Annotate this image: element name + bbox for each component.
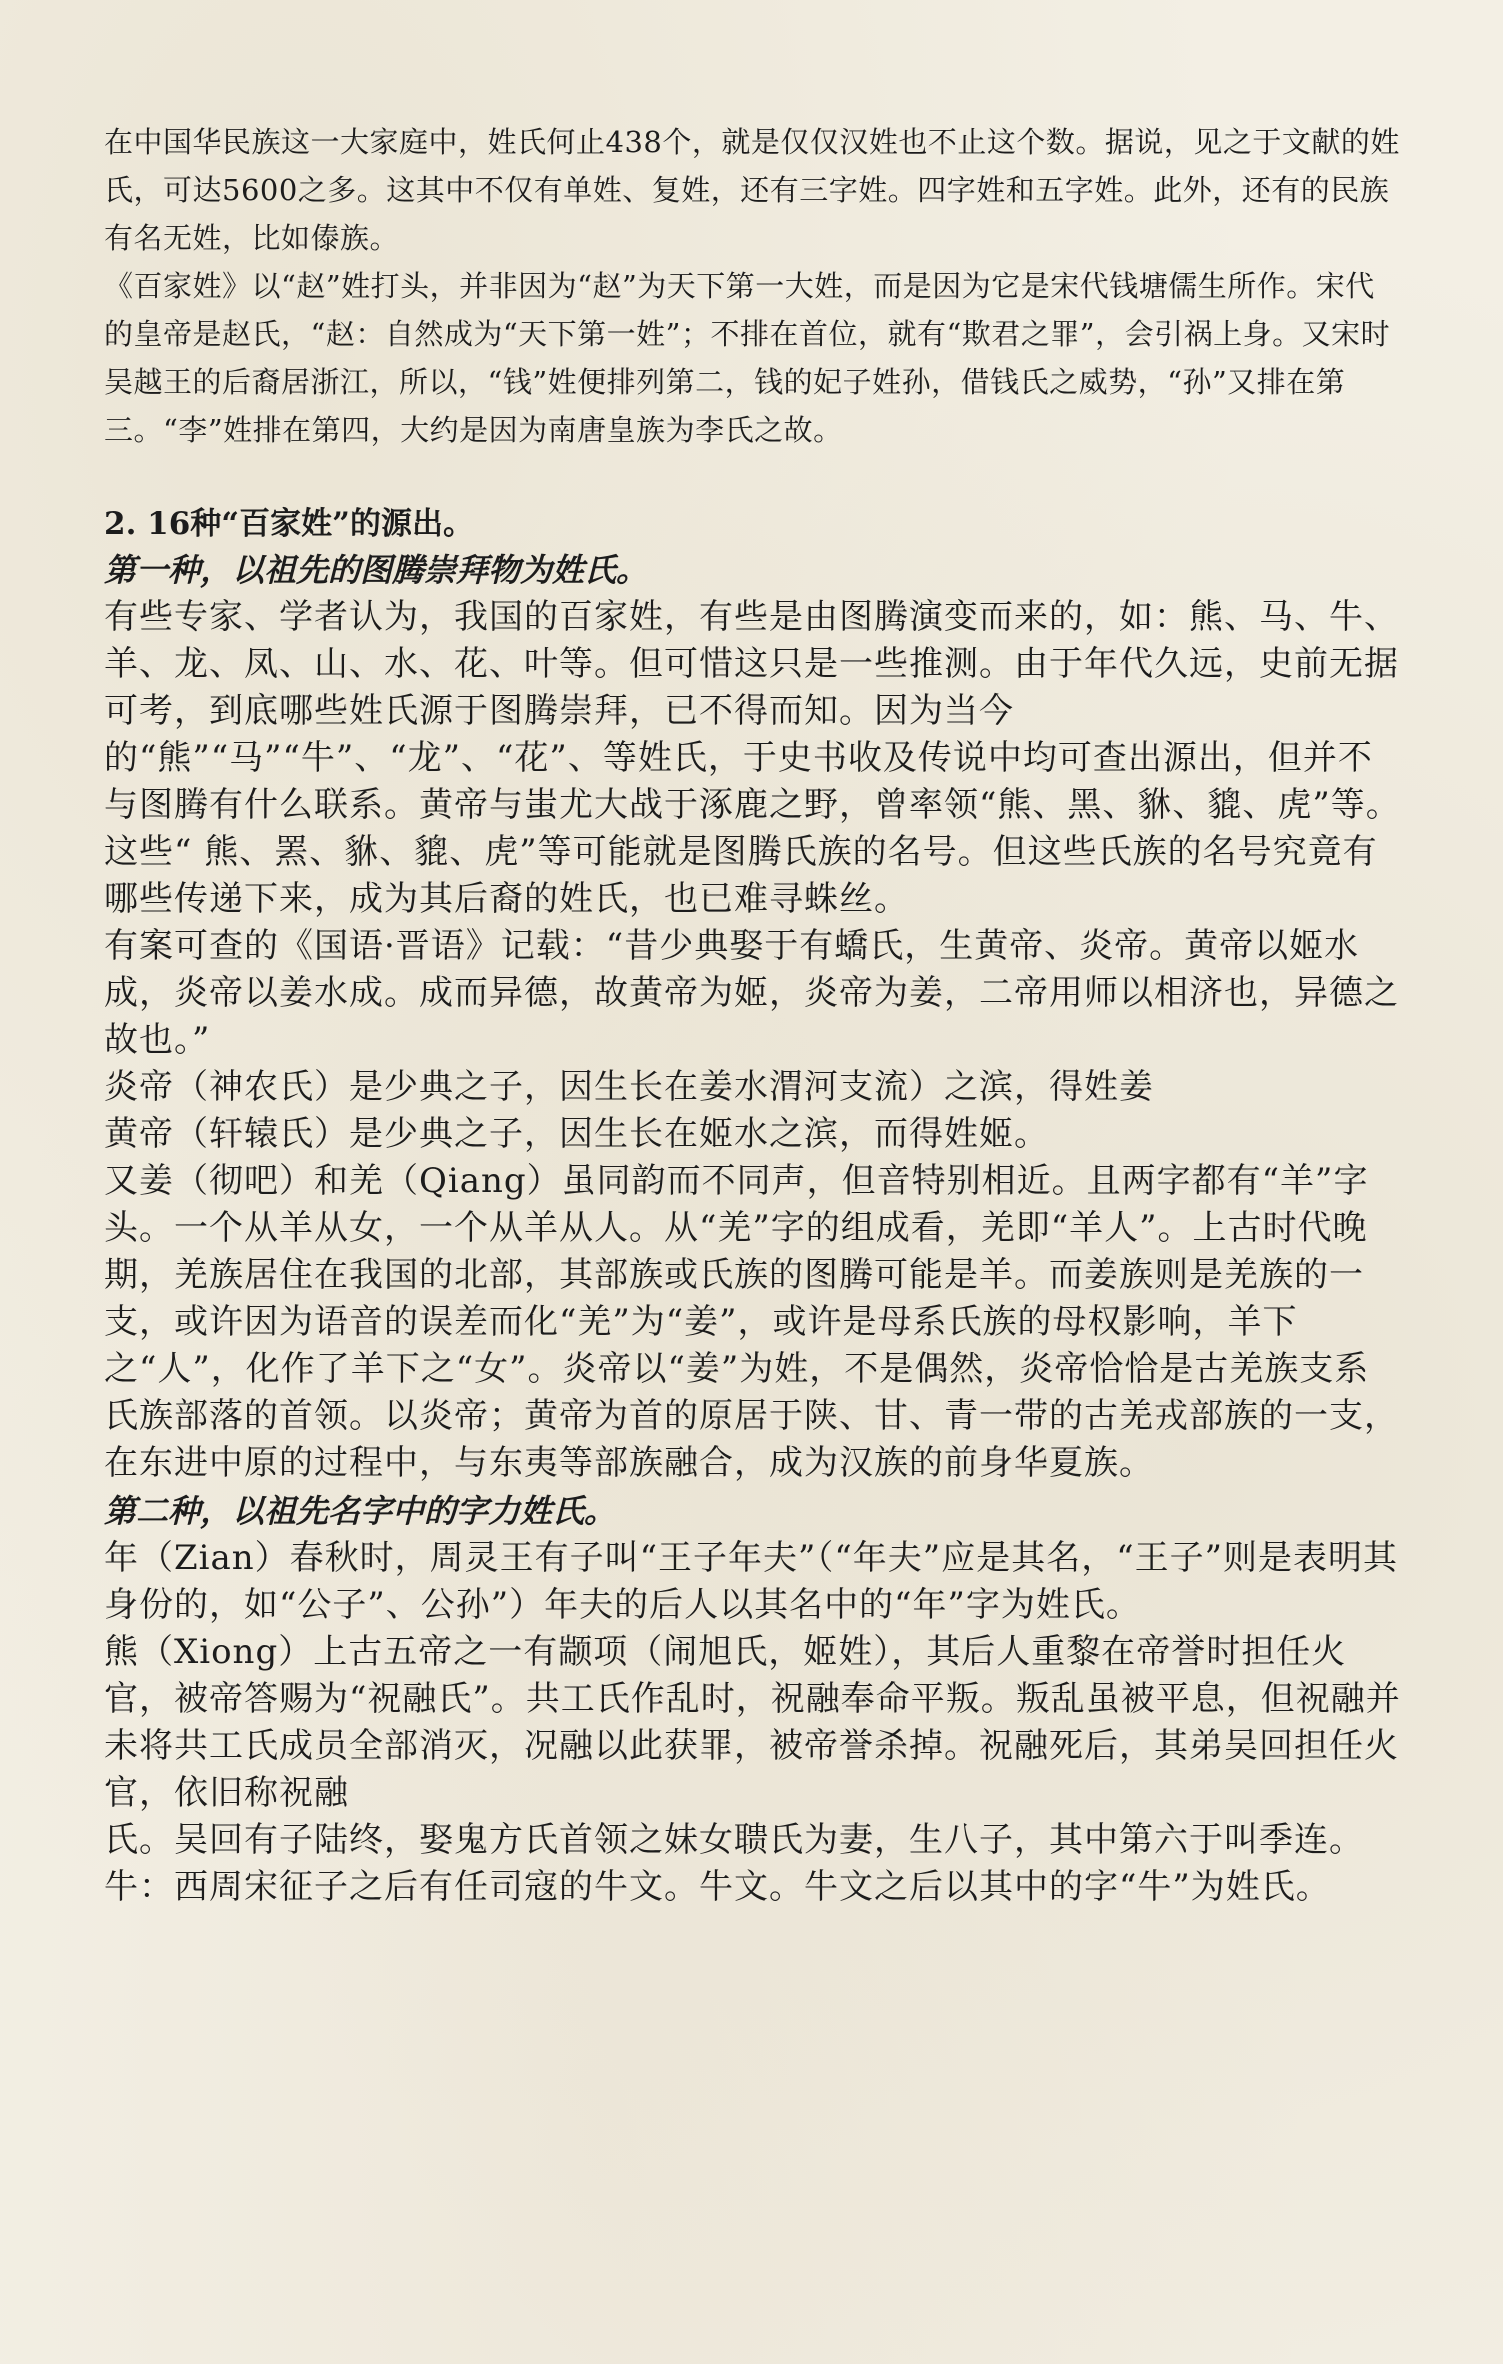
body-paragraph: 炎帝（神农氏）是少典之子，因生长在姜水渭河支流）之滨，得姓姜	[104, 1067, 1154, 1107]
main-section	[104, 502, 1404, 1911]
intro-paragraph: 《百家姓》以“赵”姓打头，并非因为“赵”为天下第一大姓，而是因为它是宋代钱塘儒生所作。宋代的皇帝是赵氏，“赵：自然成为“天下第一姓”；不排在首位，就有“欺君之罪”，会引祸上身。又宋时吴越王的后裔居浙江，所以，“钱”姓便排列第二，钱的妃子姓孙，借钱氏之威势，“孙”又排在第三。“李”姓排在第四，大约是因为南唐皇族为李氏之故。	[104, 269, 1391, 447]
section-title: 2. 16种“百家姓”的源出。	[104, 506, 474, 542]
spacer	[104, 454, 1404, 502]
body-paragraph: 有些专家、学者认为，我国的百家姓，有些是由图腾演变而来的，如：熊、马、牛、羊、龙、凤、山、水、花、叶等。但可惜这只是一些推测。由于年代久远，史前无据可考，到底哪些姓氏源于图腾崇拜，已不得而知。因为当今的“熊”“马”“牛”、“龙”、“花”、等姓氏，于史书收及传说中均可查出源出，但并不与图腾有什么联系。黄帝与蚩尤大战于涿鹿之野，曾率领“熊、黑、貅、貔、虎”等。这些“ 熊、罴、貅、貔、虎”等可能就是图腾氏族的名号。但这些氏族的名号究竟有哪些传递下来，成为其后裔的姓氏，也已难寻蛛丝。	[104, 597, 1401, 919]
first-type-heading: 第一种，以祖先的图腾崇拜物为姓氏。	[104, 551, 649, 589]
body-paragraph: 又姜（彻吧）和羌（Qiang）虽同韵而不同声，但音特别相近。且两字都有“羊”字头。一个从羊从女，一个从羊从人。从“羌”字的组成看，羌即“羊人”。上古时代晚期，羌族居住在我国的北部，其部族或氏族的图腾可能是羊。而姜族则是羌族的一支，或许因为语音的误差而化“羌”为“姜”，或许是母系氏族的母权影响，羊下之“人”，化作了羊下之“女”。炎帝以“姜”为姓，不是偶然，炎帝恰恰是古羌族支系氏族部落的首领。以炎帝；黄帝为首的原居于陕、甘、青一带的古羌戎部族的一支，在东进中原的过程中，与东夷等部族融合，成为汉族的前身华夏族。	[104, 1161, 1399, 1483]
body-paragraph: 氏。吴回有子陆终，娶鬼方氏首领之妹女聩氏为妻，生八子，其中第六于叫季连。	[104, 1820, 1364, 1860]
second-type-heading: 第二种，以祖先名字中的字力姓氏。	[104, 1492, 617, 1530]
body-paragraph: 熊（Xiong）上古五帝之一有颛项（闹旭氏，姬姓），其后人重黎在帝誉时担任火官，被帝答赐为“祝融氏”。共工氏作乱时，祝融奉命平叛。叛乱虽被平息，但祝融并未将共工氏成员全部消灭，况融以此获罪，被帝誉杀掉。祝融死后，其弟吴回担任火官，依旧称祝融	[104, 1632, 1401, 1813]
intro-paragraph: 在中国华民族这一大家庭中，姓氏何止438个，就是仅仅汉姓也不止这个数。据说，见之于文献的姓氏，可达5600之多。这其中不仅有单姓、复姓，还有三字姓。四字姓和五字姓。此外，还有的民族有名无姓，比如傣族。	[104, 125, 1400, 255]
body-paragraph: 黄帝（轩辕氏）是少典之子，因生长在姬水之滨，而得姓姬。	[104, 1114, 1049, 1154]
intro-section	[104, 118, 1404, 454]
document-page	[104, 118, 1404, 1911]
body-paragraph: 年（Zian）春秋时，周灵王有子叫“王子年夫”（“年夫”应是其名，“王子”则是表明其身份的，如“公子”、公孙”）年夫的后人以其名中的“年”字为姓氏。	[104, 1538, 1398, 1625]
body-paragraph: 有案可查的《国语·晋语》记载：“昔少典娶于有蟜氏，生黄帝、炎帝。黄帝以姬水成，炎帝以姜水成。成而异德，故黄帝为姬，炎帝为姜，二帝用师以相济也，异德之故也。”	[104, 926, 1399, 1060]
body-paragraph: 牛：西周宋征子之后有任司寇的牛文。牛文。牛文之后以其中的字“牛”为姓氏。	[104, 1867, 1331, 1907]
